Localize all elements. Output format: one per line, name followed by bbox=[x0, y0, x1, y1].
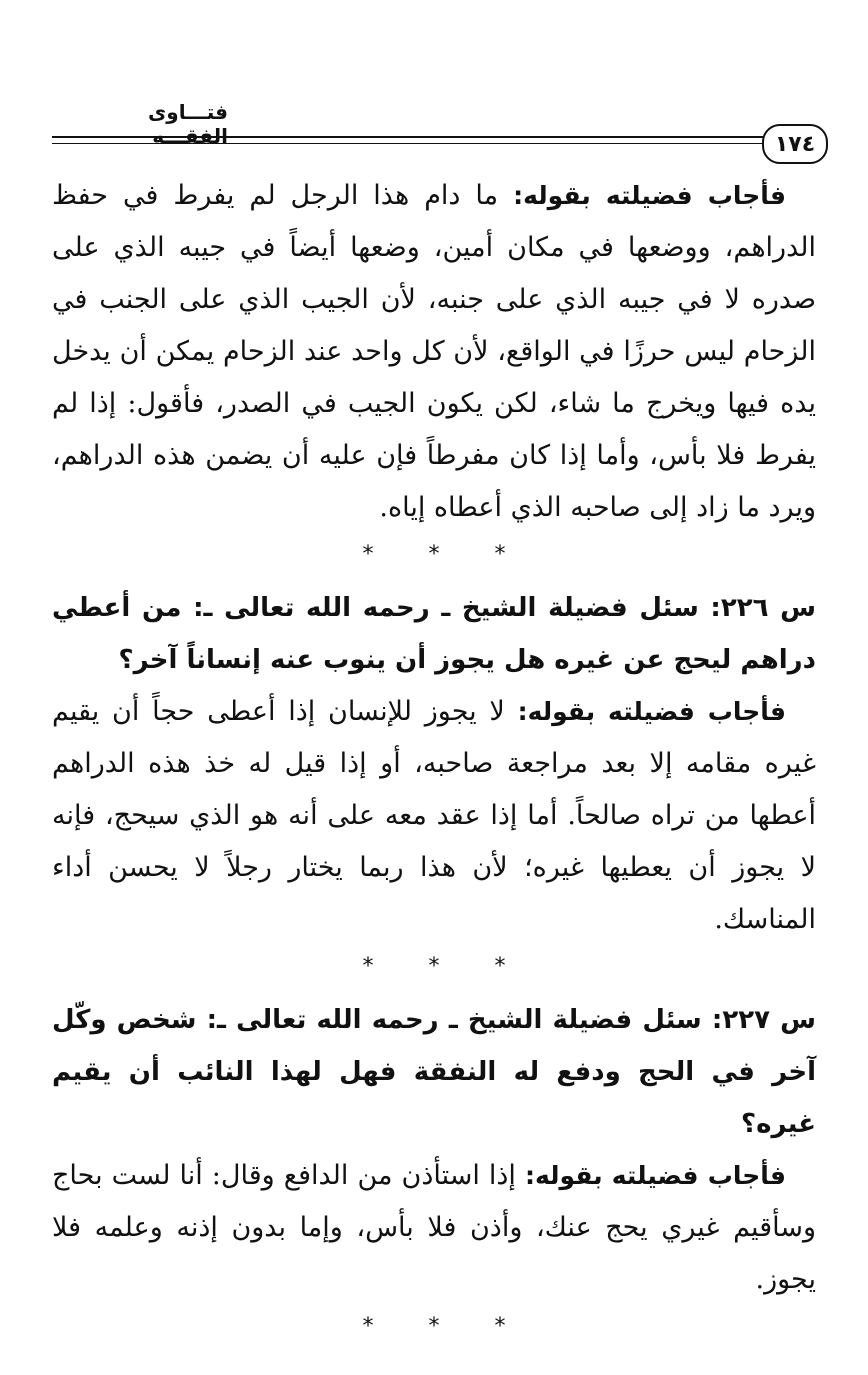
page-body bbox=[52, 170, 816, 1354]
running-header-title: فتـــاوى الفقـــه bbox=[147, 100, 228, 148]
answer-lead: فأجاب فضيلته بقوله: bbox=[513, 181, 786, 210]
header-rule-thin bbox=[52, 143, 768, 144]
section-separator: * * * bbox=[362, 954, 530, 979]
answer-text: ما دام هذا الرجل لم يفرط في حفظ الدراهم، ووضعها في مكان أمين، وضعها أيضاً في جيبه الذي على صدره لا في جيبه الذي على جنبه، لأن الجيب الذي على الجنب في الزحام ليس حرزًا في الواقع، لأن كل واحد عند الزحام يمكن أن يدخل يده فيها ويخرج ما شاء، لكن يكون الجيب في الصدر، فأقول: إذا لم يفرط فلا بأس، وأما إذا كان مفرطاً فإن عليه أن يضمن هذه الدراهم، ويرد ما زاد إلى صاحبه الذي أعطاه إياه. bbox=[52, 180, 816, 523]
question-paragraph: س ٢٢٦: سئل فضيلة الشيخ ـ رحمه الله تعالى ـ: من أعطي دراهم ليحج عن غيره هل يجوز أن ينوب عنه إنساناً آخر؟ bbox=[52, 593, 817, 675]
answer-text: إذا استأذن من الدافع وقال: أنا لست بحاج وسأقيم غيري يحج عنك، وأذن فلا بأس، وإما بدون إذنه وعلمه فلا يجوز. bbox=[52, 1160, 816, 1295]
section-separator: * * * bbox=[362, 542, 530, 567]
answer-text: لا يجوز للإنسان إذا أعطى حجاً أن يقيم غيره مقامه إلا بعد مراجعة صاحبه، أو إذا قيل له خذ هذه الدراهم أعطها من تراه صالحاً. أما إذا عقد معه على أنه هو الذي سيحج، فإنه لا يجوز أن يعطيها غيره؛ لأن هذا ربما يختار رجلاً لا يحسن أداء المناسك. bbox=[52, 696, 816, 935]
question-paragraph: س ٢٢٧: سئل فضيلة الشيخ ـ رحمه الله تعالى ـ: شخص وكّل آخر في الحج ودفع له النفقة فهل لهذا النائب أن يقيم غيره؟ bbox=[52, 1005, 816, 1139]
answer-paragraph bbox=[52, 1150, 816, 1306]
page-number-badge: ١٧٤ bbox=[762, 124, 828, 164]
answer-lead: فأجاب فضيلته بقوله: bbox=[517, 697, 786, 726]
section-separator: * * * bbox=[362, 1314, 530, 1339]
answer-paragraph bbox=[52, 170, 816, 534]
answer-paragraph bbox=[52, 686, 816, 946]
answer-lead: فأجاب فضيلته بقوله: bbox=[524, 1161, 786, 1190]
header-rule-thick bbox=[52, 136, 768, 138]
